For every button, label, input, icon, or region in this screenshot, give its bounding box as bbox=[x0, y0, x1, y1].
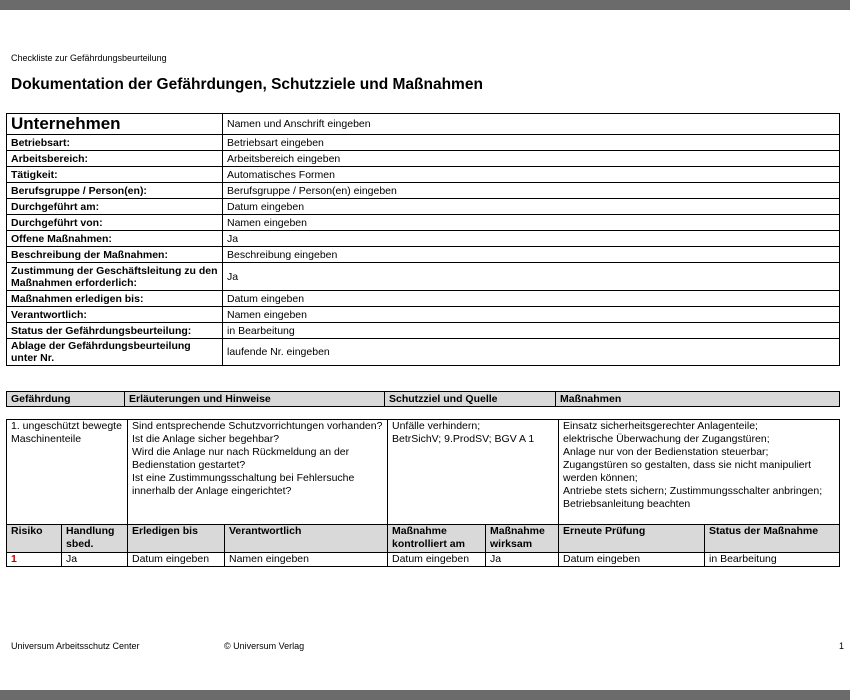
info-row bbox=[7, 291, 840, 307]
col-header-handlungsbedarf: Handlung sbed. bbox=[62, 525, 128, 553]
info-label: Arbeitsbereich: bbox=[7, 151, 223, 167]
info-row bbox=[7, 231, 840, 247]
verantwortlich-value[interactable]: Namen eingeben bbox=[225, 553, 388, 567]
col-header-risiko: Risiko bbox=[7, 525, 62, 553]
info-label: Betriebsart: bbox=[7, 135, 223, 151]
col-header-erledigen-bis: Erledigen bis bbox=[128, 525, 225, 553]
info-value[interactable]: Beschreibung eingeben bbox=[223, 247, 840, 263]
doc-subtitle: Checkliste zur Gefährdungsbeurteilung bbox=[11, 53, 167, 63]
hazard-detail-table bbox=[6, 419, 840, 567]
info-value[interactable]: laufende Nr. eingeben bbox=[223, 339, 840, 366]
col-header-verantwortlich: Verantwortlich bbox=[225, 525, 388, 553]
info-label: Tätigkeit: bbox=[7, 167, 223, 183]
top-frame-bar bbox=[0, 0, 850, 10]
info-value[interactable]: Berufsgruppe / Person(en) eingeben bbox=[223, 183, 840, 199]
measures-cell: Einsatz sicherheitsgerechter Anlagenteile; elektrische Überwachung der Zugangstüren; Anlage nur von der Bedienstation steuerbar; Zugangstüren so gestalten, dass sie nicht manipuliert werden können; Antriebe stets sichern; Zustimmungsschalter anbringen; Betriebsanleitung beachten bbox=[559, 420, 840, 525]
hazard-cell: 1. ungeschützt bewegte Maschinenteile bbox=[7, 420, 128, 525]
info-value[interactable]: Ja bbox=[223, 231, 840, 247]
info-row bbox=[7, 167, 840, 183]
info-value[interactable]: Datum eingeben bbox=[223, 291, 840, 307]
info-label: Berufsgruppe / Person(en): bbox=[7, 183, 223, 199]
hazard-section-header bbox=[6, 391, 840, 407]
info-value[interactable]: Namen und Anschrift eingeben bbox=[223, 114, 840, 135]
info-label: Status der Gefährdungsbeurteilung: bbox=[7, 323, 223, 339]
handlungsbedarf-value[interactable]: Ja bbox=[62, 553, 128, 567]
footer-left: Universum Arbeitsschutz Center bbox=[11, 641, 140, 651]
erledigen-bis-value[interactable]: Datum eingeben bbox=[128, 553, 225, 567]
col-header-wirksam: Maßnahme wirksam bbox=[486, 525, 559, 553]
info-label: Verantwortlich: bbox=[7, 307, 223, 323]
info-row bbox=[7, 215, 840, 231]
hazard-row bbox=[7, 420, 840, 525]
info-row bbox=[7, 323, 840, 339]
bottom-frame-bar bbox=[0, 690, 850, 700]
page-title: Dokumentation der Gefährdungen, Schutzziele und Maßnahmen bbox=[11, 76, 483, 93]
col-header-pruefung: Erneute Prüfung bbox=[559, 525, 705, 553]
info-value[interactable]: Betriebsart eingeben bbox=[223, 135, 840, 151]
info-row bbox=[7, 339, 840, 366]
info-value[interactable]: Namen eingeben bbox=[223, 215, 840, 231]
info-label: Zustimmung der Geschäftsleitung zu den Maßnahmen erforderlich: bbox=[7, 263, 223, 291]
info-row bbox=[7, 263, 840, 291]
info-label: Maßnahmen erledigen bis: bbox=[7, 291, 223, 307]
info-label: Ablage der Gefährdungsbeurteilung unter Nr. bbox=[7, 339, 223, 366]
footer-middle: © Universum Verlag bbox=[224, 641, 305, 651]
wirksam-value[interactable]: Ja bbox=[486, 553, 559, 567]
status-value[interactable]: in Bearbeitung bbox=[705, 553, 840, 567]
info-row bbox=[7, 151, 840, 167]
kontrolliert-value[interactable]: Datum eingeben bbox=[388, 553, 486, 567]
risk-value[interactable]: 1 bbox=[7, 553, 62, 567]
pruefung-value[interactable]: Datum eingeben bbox=[559, 553, 705, 567]
info-label: Beschreibung der Maßnahmen: bbox=[7, 247, 223, 263]
page-number: 1 bbox=[839, 641, 845, 651]
info-value[interactable]: Namen eingeben bbox=[223, 307, 840, 323]
col-header-kontrolliert: Maßnahme kontrolliert am bbox=[388, 525, 486, 553]
col-header-schutzziel: Schutzziel und Quelle bbox=[385, 392, 556, 407]
col-header-status: Status der Maßnahme bbox=[705, 525, 840, 553]
info-label: Durchgeführt von: bbox=[7, 215, 223, 231]
info-value[interactable]: Datum eingeben bbox=[223, 199, 840, 215]
info-label: Unternehmen bbox=[7, 114, 223, 135]
info-label: Durchgeführt am: bbox=[7, 199, 223, 215]
info-label: Offene Maßnahmen: bbox=[7, 231, 223, 247]
notes-cell: Sind entsprechende Schutzvorrichtungen vorhanden? Ist die Anlage sicher begehbar? Wird die Anlage nur nach Rückmeldung an der Bedienstation gestartet? Ist eine Zustimmungsschaltung bei Fehlersuche innerhalb der Anlage eingerichtet? bbox=[128, 420, 388, 525]
status-header-row bbox=[7, 525, 840, 553]
info-value[interactable]: Automatisches Formen bbox=[223, 167, 840, 183]
col-header-gefaehrdung: Gefährdung bbox=[7, 392, 125, 407]
info-row bbox=[7, 114, 840, 135]
info-row bbox=[7, 135, 840, 151]
info-row bbox=[7, 307, 840, 323]
company-info-table bbox=[6, 113, 840, 366]
status-value-row bbox=[7, 553, 840, 567]
info-value[interactable]: Arbeitsbereich eingeben bbox=[223, 151, 840, 167]
info-row bbox=[7, 247, 840, 263]
col-header-erlaeuterungen: Erläuterungen und Hinweise bbox=[125, 392, 385, 407]
goal-cell: Unfälle verhindern; BetrSichV; 9.ProdSV; BGV A 1 bbox=[388, 420, 559, 525]
info-row bbox=[7, 183, 840, 199]
col-header-massnahmen: Maßnahmen bbox=[556, 392, 840, 407]
info-value[interactable]: in Bearbeitung bbox=[223, 323, 840, 339]
info-value[interactable]: Ja bbox=[223, 263, 840, 291]
info-row bbox=[7, 199, 840, 215]
